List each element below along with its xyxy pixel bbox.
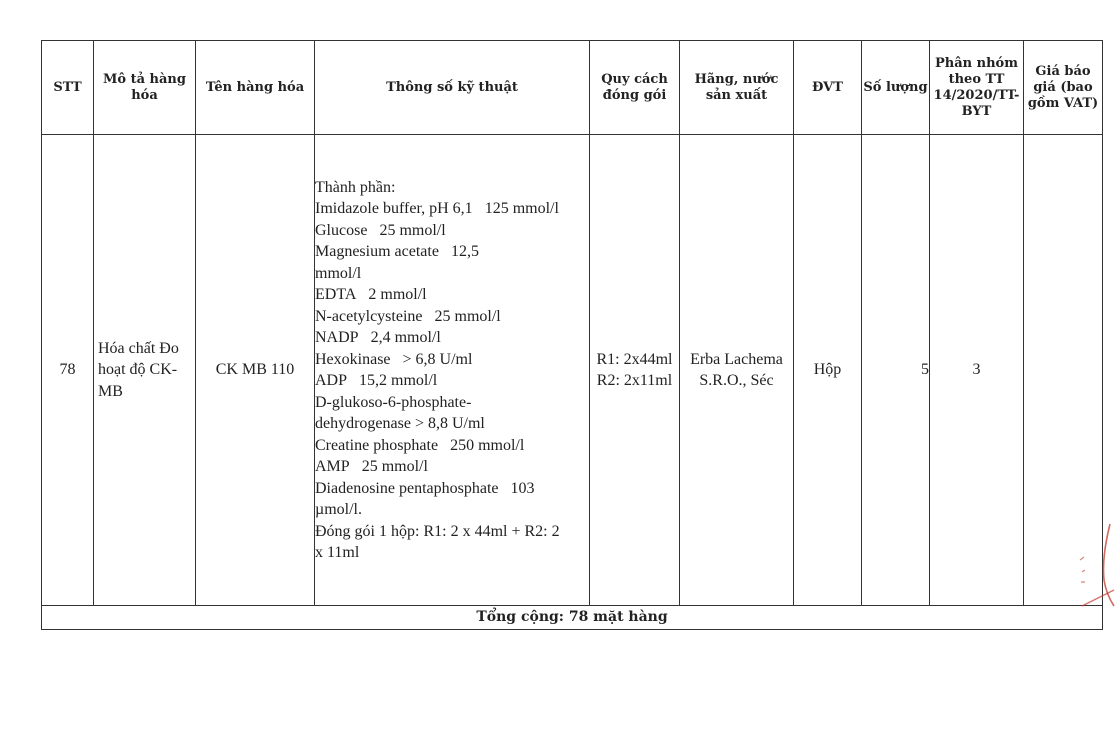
header-description: Mô tả hàng hóa (94, 41, 196, 135)
spec-line (315, 177, 589, 199)
spec-label: N-acetylcysteine (315, 307, 423, 325)
spec-label: Đóng gói 1 hộp: R1: 2 x 44ml + R2: 2 (315, 522, 560, 540)
red-stamp-mark (1076, 520, 1116, 610)
spec-value: 125 mmol/l (484, 200, 559, 217)
cell-description: Hóa chất Đo hoạt độ CK-MB (94, 135, 196, 606)
cell-unit: Hộp (794, 135, 862, 606)
header-manufacturer: Hãng, nước sản xuất (680, 41, 794, 135)
header-stt: STT (42, 41, 94, 135)
header-row (42, 41, 1103, 135)
spec-label: Hexokinase (315, 350, 391, 368)
spec-line (315, 435, 589, 457)
total-row (42, 606, 1103, 630)
header-price: Giá báo giá (bao gồm VAT) (1024, 41, 1103, 135)
spec-line (315, 284, 589, 306)
spec-line (315, 198, 589, 220)
spec-value: 25 mmol/l (361, 458, 428, 475)
cell-specs (315, 135, 590, 606)
spec-line (315, 220, 589, 242)
spec-value: 25 mmol/l (434, 307, 501, 325)
spec-line (315, 392, 589, 414)
spec-value: 15,2 mmol/l (359, 372, 438, 389)
total-cell: Tổng cộng: 78 mặt hàng (42, 606, 1103, 630)
packaging-line-2: R2: 2x11ml (596, 372, 673, 389)
goods-table (41, 40, 1103, 630)
manufacturer-line-1: Erba Lachema (690, 350, 783, 368)
spec-label: Imidazole buffer, pH 6,1 (315, 200, 473, 217)
cell-group: 3 (930, 135, 1024, 606)
spec-line (315, 370, 589, 392)
spec-label: x 11ml (315, 544, 360, 561)
spec-line (315, 542, 589, 564)
table-row (42, 135, 1103, 606)
spec-label: NADP (315, 329, 359, 346)
manufacturer-line-2: S.R.O., Séc (699, 372, 774, 389)
spec-line (315, 499, 589, 521)
header-unit: ĐVT (794, 41, 862, 135)
spec-label: Magnesium acetate (315, 243, 439, 260)
document-sheet (41, 40, 1102, 630)
cell-quantity: 5 (862, 135, 930, 606)
spec-label: Thành phần: (315, 178, 396, 196)
spec-line (315, 478, 589, 500)
spec-line (315, 349, 589, 371)
header-quantity: Số lượng (862, 41, 930, 135)
spec-line (315, 413, 589, 435)
spec-list (315, 177, 589, 564)
spec-label: EDTA (315, 286, 357, 303)
cell-name: CK MB 110 (196, 135, 315, 606)
spec-label: Creatine phosphate (315, 436, 439, 454)
spec-value: 25 mmol/l (379, 221, 446, 239)
packaging-line-1: R1: 2x44ml (596, 350, 673, 368)
spec-line (315, 241, 589, 263)
spec-line (315, 263, 589, 285)
spec-line (315, 327, 589, 349)
spec-value: > 6,8 U/ml (402, 350, 473, 368)
spec-value: 103 (510, 479, 535, 497)
spec-line (315, 521, 589, 543)
cell-packaging (590, 135, 680, 606)
header-specs: Thông số kỹ thuật (315, 41, 590, 135)
spec-label: µmol/l. (315, 501, 362, 518)
cell-stt: 78 (42, 135, 94, 606)
header-name: Tên hàng hóa (196, 41, 315, 135)
spec-label: D-glukoso-6-phosphate- (315, 393, 472, 411)
spec-label: Diadenosine pentaphosphate (315, 479, 499, 497)
spec-label: mmol/l (315, 264, 362, 282)
spec-value: 2,4 mmol/l (370, 329, 441, 346)
spec-value: 250 mmol/l (450, 436, 525, 454)
spec-line (315, 306, 589, 328)
spec-label: Glucose (315, 221, 368, 239)
spec-label: ADP (315, 372, 348, 389)
spec-line (315, 456, 589, 478)
spec-label: dehydrogenase > 8,8 U/ml (315, 415, 485, 432)
spec-value: 12,5 (450, 243, 479, 260)
cell-manufacturer (680, 135, 794, 606)
spec-label: AMP (315, 458, 350, 475)
spec-value: 2 mmol/l (368, 286, 427, 303)
header-packaging: Quy cách đóng gói (590, 41, 680, 135)
header-group: Phân nhóm theo TT 14/2020/TT-BYT (930, 41, 1024, 135)
